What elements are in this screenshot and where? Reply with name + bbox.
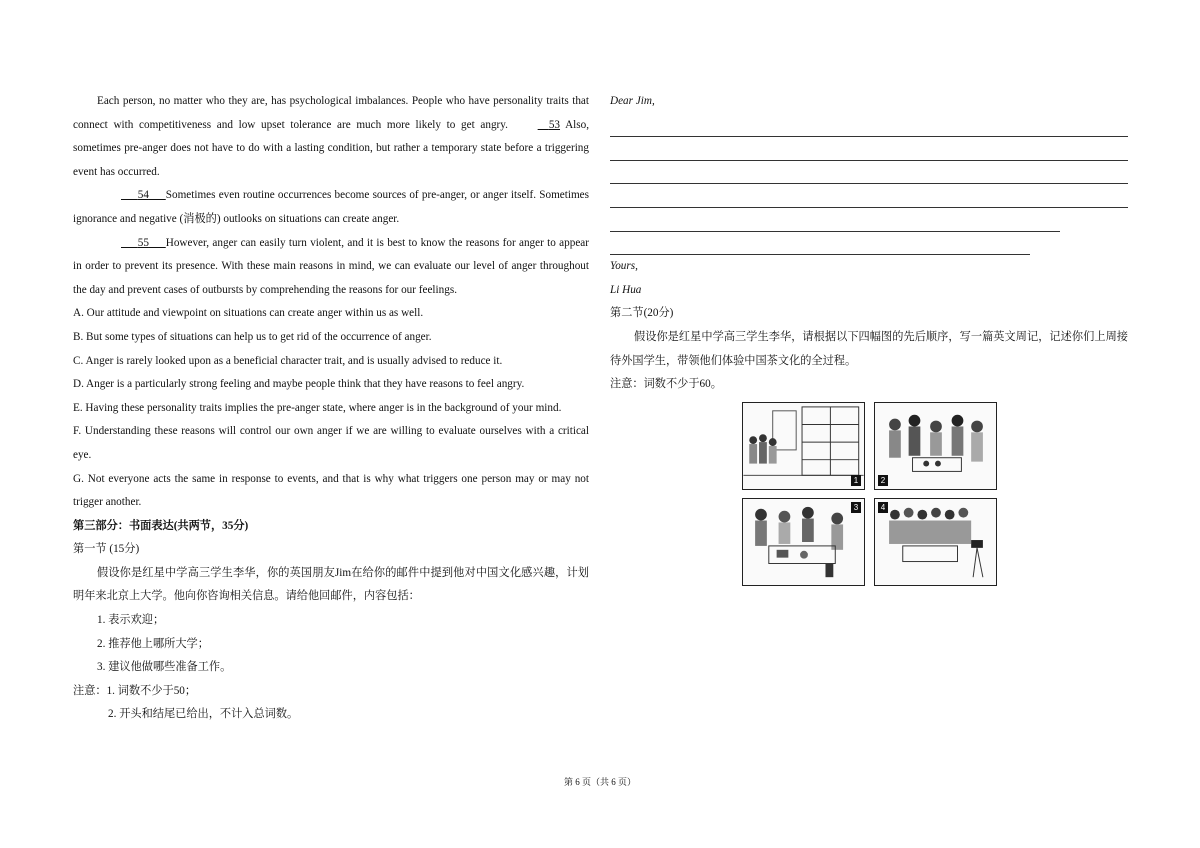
writing-line[interactable] [610,208,1060,232]
section1-item-3: 3. 建议他做哪些准备工作。 [97,661,232,674]
blank-53: 53 [548,118,561,131]
section2-title: 第二节(20分) [610,307,674,320]
passage-paragraph-3 [73,232,589,303]
writing-line[interactable] [610,232,1030,256]
picture-panel-3 [742,498,865,586]
blank-54: 54 [137,189,149,202]
option-a: A. Our attitude and viewpoint on situations can create anger within us as well. [73,307,424,320]
option-e: E. Having these personality traits implies the pre-anger state, where anger is in the background of your mind. [73,401,562,414]
option-c: C. Anger is rarely looked upon as a beneficial character trait, and is usually advised to reduce it. [73,354,503,367]
panel-number: 2 [878,475,888,486]
panel-number: 1 [851,475,861,486]
picture-panel-4 [874,498,997,586]
panel-number: 3 [851,502,861,513]
option-f: F. Understanding these reasons will control our own anger if we are willing to evaluate ourselves with a critical eye. [73,425,589,461]
section1-note-2: 2. 开头和结尾已给出，不计入总词数。 [108,708,299,721]
blank-55: 55 [137,236,149,249]
option-b: B. But some types of situations can help us to get rid of the occurrence of anger. [73,330,432,343]
paragraph-text: However, anger can easily turn violent, and it is best to know the reasons for anger to appear in order to prevent its presence. With these main reasons in mind, we can evaluate our level of anger throughout the day and prevent cases of outbursts by comprehending the reasons for our feelings. [73,236,589,296]
writing-line[interactable] [610,137,1128,161]
option-d: D. Anger is a particularly strong feeling and maybe people think that they have reasons to feel angry. [73,378,525,391]
panel-number: 4 [878,502,888,513]
left-column [73,90,589,727]
section1-prompt: 假设你是红星中学高三学生李华，你的英国朋友Jim在给你的邮件中提到他对中国文化感兴趣，计划明年来北京上大学。他向你咨询相关信息。请给他回邮件，内容包括： [73,566,589,603]
section2-prompt: 假设你是红星中学高三学生李华，请根据以下四幅图的先后顺序，写一篇英文周记，记述你们上周接待外国学生，带领他们体验中国茶文化的全过程。 [610,330,1128,367]
section1-item-2: 2. 推荐他上哪所大学； [97,637,209,650]
section1-note-1: 注意：1. 词数不少于50； [73,684,197,697]
tea-culture-pictures [742,402,998,586]
picture-panel-1 [742,402,865,490]
part3-title: 第三部分：书面表达(共两节，35分) [73,519,249,532]
section2-note: 注意：词数不少于60。 [610,378,722,391]
writing-line[interactable] [610,161,1128,185]
tea-shop-visit-illustration [743,403,864,489]
letter-signature: Li Hua [610,283,642,296]
tea-tasting-illustration [743,499,864,585]
page-footer: 第 6 页（共 6 页） [563,777,636,787]
letter-closing: Yours, [610,260,638,273]
paragraph-text: Each person, no matter who they are, has psychological imbalances. People who have personality traits that connect with competitiveness and low upset tolerance are much more likely to get angry. [73,95,589,131]
passage-paragraph-1 [73,90,589,184]
paragraph-text: Also, sometimes pre-anger does not have to do with a lasting condition, but rather a temporary state before a triggering event has occurred. [73,118,590,178]
paragraph-text: Sometimes even routine occurrences become sources of pre-anger, or anger itself. Sometimes ignorance and negative (消极的) outlooks on situations can create anger. [73,189,589,225]
writing-line[interactable] [610,114,1128,138]
writing-line[interactable] [610,184,1128,208]
tea-ceremony-illustration [875,403,996,489]
group-photo-illustration [875,499,996,585]
picture-panel-2 [874,402,997,490]
passage-paragraph-2 [73,184,589,231]
option-g: G. Not everyone acts the same in response to events, and that is why what triggers one person may or may not trigger another. [73,472,589,509]
letter-greeting: Dear Jim, [610,95,655,107]
section1-title: 第一节 (15分) [73,543,140,556]
right-column [610,90,1128,397]
section1-item-1: 1. 表示欢迎； [97,614,165,627]
